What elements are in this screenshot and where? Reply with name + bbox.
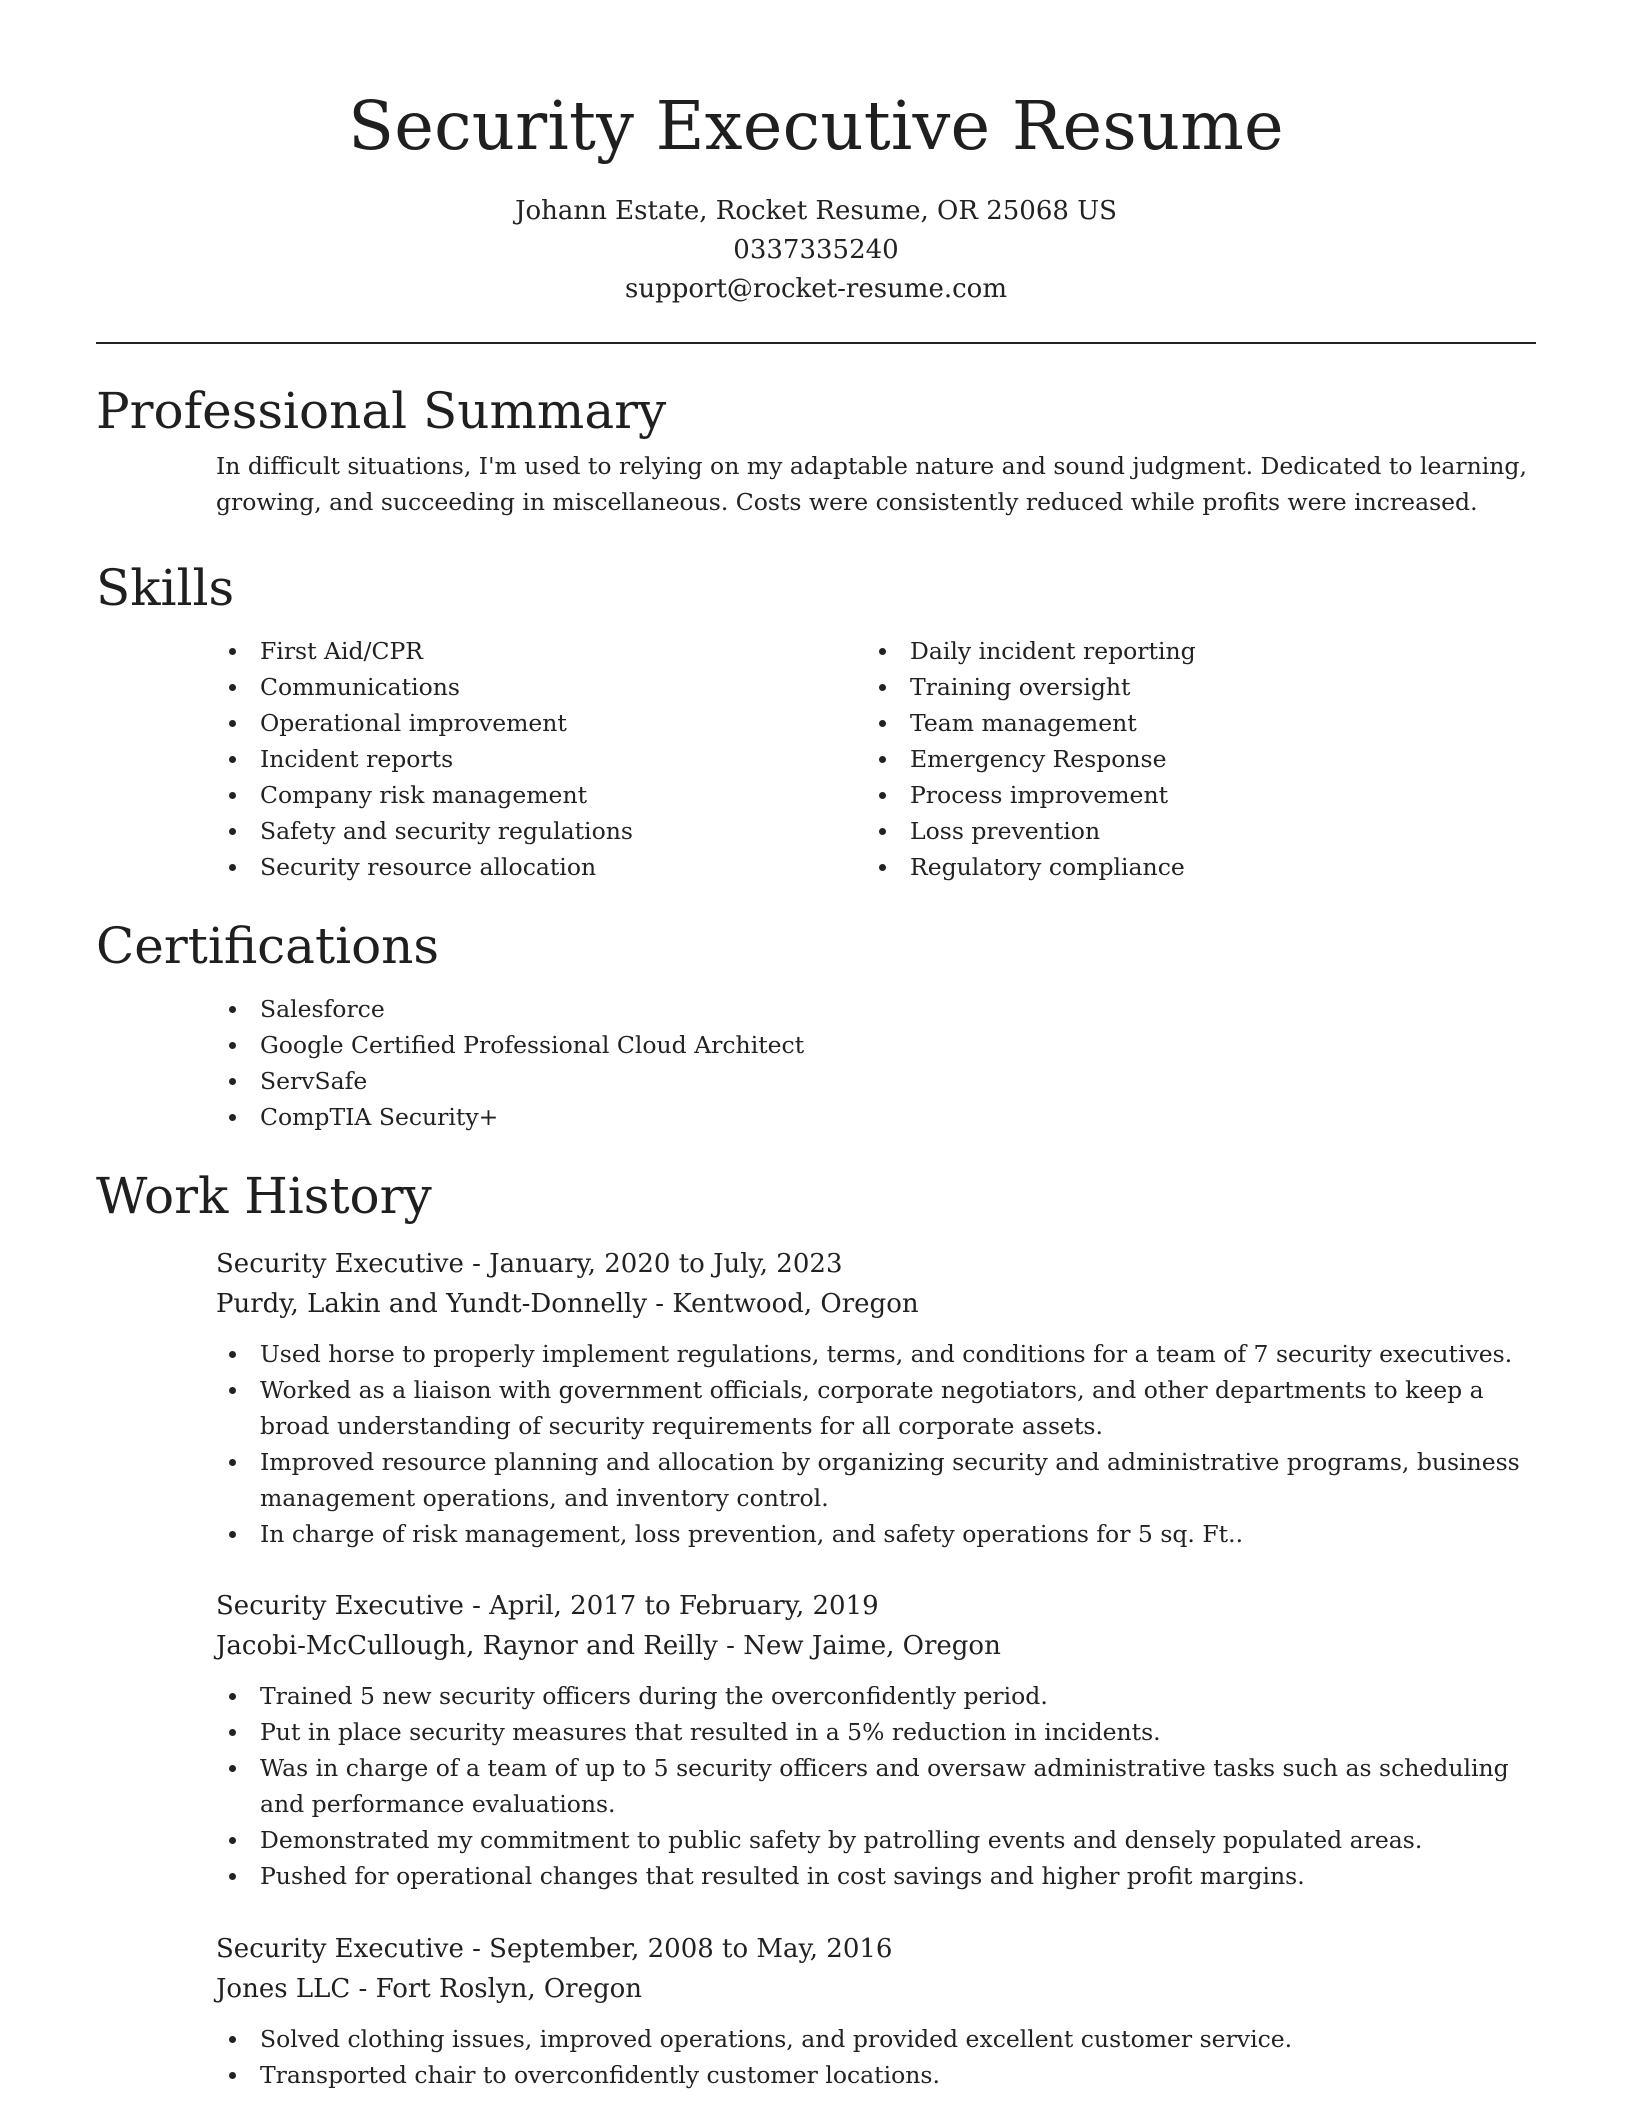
separator: - [647, 1289, 673, 1319]
separator: - [717, 1631, 744, 1661]
work-history-section [96, 1165, 1536, 1227]
header-divider [96, 342, 1536, 344]
work-history-heading: Work History [96, 1167, 432, 1225]
skills-list-right [866, 633, 1506, 885]
skill-item: Daily incident reporting [866, 633, 1506, 669]
job-bullet: Improved resource planning and allocation by organizing security and administrative programs, business management operations, and inventory control. [216, 1444, 1536, 1516]
skills-columns [216, 633, 1536, 885]
job-body [216, 1586, 1536, 1894]
contact-address: Johann Estate, Rocket Resume, OR 25068 US [515, 196, 1117, 226]
skill-item: Training oversight [866, 669, 1506, 705]
job-body [216, 1929, 1536, 2093]
job-location: Fort Roslyn, Oregon [375, 1974, 643, 2004]
job-bullets [216, 2021, 1536, 2093]
job-title: Security Executive [216, 1591, 464, 1621]
skills-heading: Skills [96, 559, 235, 617]
summary-text: In difficult situations, I'm used to relying on my adaptable nature and sound judgment. Dedicated to learning, growing, and succeeding in miscellaneous. Costs were consistently reduced while profits were increased. [216, 452, 1527, 516]
job-body [216, 1244, 1536, 1552]
job-bullet: Pushed for operational changes that resulted in cost savings and higher profit margins. [216, 1858, 1536, 1894]
job-company-line [216, 1626, 1536, 1666]
summary-section [96, 380, 1536, 520]
job-title-line [216, 1586, 1536, 1626]
job-bullet: Solved clothing issues, improved operations, and provided excellent customer service. [216, 2021, 1536, 2057]
job-company: Jacobi-McCullough, Raynor and Reilly [216, 1631, 718, 1661]
skill-item: Team management [866, 705, 1506, 741]
job-dates: April, 2017 to February, 2019 [489, 1591, 879, 1621]
skill-item: Process improvement [866, 777, 1506, 813]
job-bullet: Was in charge of a team of up to 5 security officers and oversaw administrative tasks such as scheduling and performance evaluations. [216, 1750, 1536, 1822]
job-title: Security Executive [216, 1249, 464, 1279]
job-entry [96, 1244, 1536, 1552]
contact-phone: 0337335240 [733, 235, 899, 265]
separator: - [463, 1249, 490, 1279]
separator: - [463, 1591, 490, 1621]
job-bullet: Used horse to properly implement regulations, terms, and conditions for a team of 7 security executives. [216, 1336, 1536, 1372]
job-entry [96, 1929, 1536, 2093]
certifications-section [96, 915, 1536, 1135]
job-dates: January, 2020 to July, 2023 [489, 1249, 843, 1279]
job-company: Purdy, Lakin and Yundt-Donnelly [216, 1289, 648, 1319]
skill-item: First Aid/CPR [216, 633, 856, 669]
job-company: Jones LLC [216, 1974, 351, 2004]
job-bullet: Demonstrated my commitment to public safety by patrolling events and densely populated areas. [216, 1822, 1536, 1858]
job-bullet: Worked as a liaison with government officials, corporate negotiators, and other departments to keep a broad understanding of security requirements for all corporate assets. [216, 1372, 1536, 1444]
certifications-heading: Certifications [96, 917, 440, 975]
job-dates: September, 2008 to May, 2016 [489, 1934, 893, 1964]
job-bullet: In charge of risk management, loss prevention, and safety operations for 5 sq. Ft.. [216, 1516, 1536, 1552]
skill-item: Communications [216, 669, 856, 705]
job-company-line [216, 1969, 1536, 2009]
skill-item: Safety and security regulations [216, 813, 856, 849]
job-title: Security Executive [216, 1934, 464, 1964]
contact-email: support@rocket-resume.com [624, 274, 1007, 304]
certifications-list [216, 991, 1516, 1135]
contact-block [0, 192, 1632, 309]
skill-item: Company risk management [216, 777, 856, 813]
skill-item: Operational improvement [216, 705, 856, 741]
skill-item: Regulatory compliance [866, 849, 1506, 885]
skill-item: Emergency Response [866, 741, 1506, 777]
skills-section [96, 557, 1536, 885]
job-location: Kentwood, Oregon [672, 1289, 919, 1319]
job-title-line [216, 1929, 1536, 1969]
job-title-line [216, 1244, 1536, 1284]
skill-item: Loss prevention [866, 813, 1506, 849]
job-entry [96, 1586, 1536, 1894]
certification-item: CompTIA Security+ [216, 1099, 1516, 1135]
certification-item: Salesforce [216, 991, 1516, 1027]
job-company-line [216, 1284, 1536, 1324]
job-bullet: Transported chair to overconfidently customer locations. [216, 2057, 1536, 2093]
skill-item: Incident reports [216, 741, 856, 777]
resume-title: Security Executive Resume [348, 87, 1284, 165]
skills-list-left [216, 633, 856, 885]
separator: - [463, 1934, 490, 1964]
job-bullet: Put in place security measures that resulted in a 5% reduction in incidents. [216, 1714, 1536, 1750]
certification-item: Google Certified Professional Cloud Architect [216, 1027, 1516, 1063]
job-bullets [216, 1336, 1536, 1552]
summary-heading: Professional Summary [96, 382, 667, 440]
job-bullet: Trained 5 new security officers during the overconfidently period. [216, 1678, 1536, 1714]
skill-item: Security resource allocation [216, 849, 856, 885]
certification-item: ServSafe [216, 1063, 1516, 1099]
job-bullets [216, 1678, 1536, 1894]
job-location: New Jaime, Oregon [743, 1631, 1001, 1661]
separator: - [350, 1974, 376, 2004]
